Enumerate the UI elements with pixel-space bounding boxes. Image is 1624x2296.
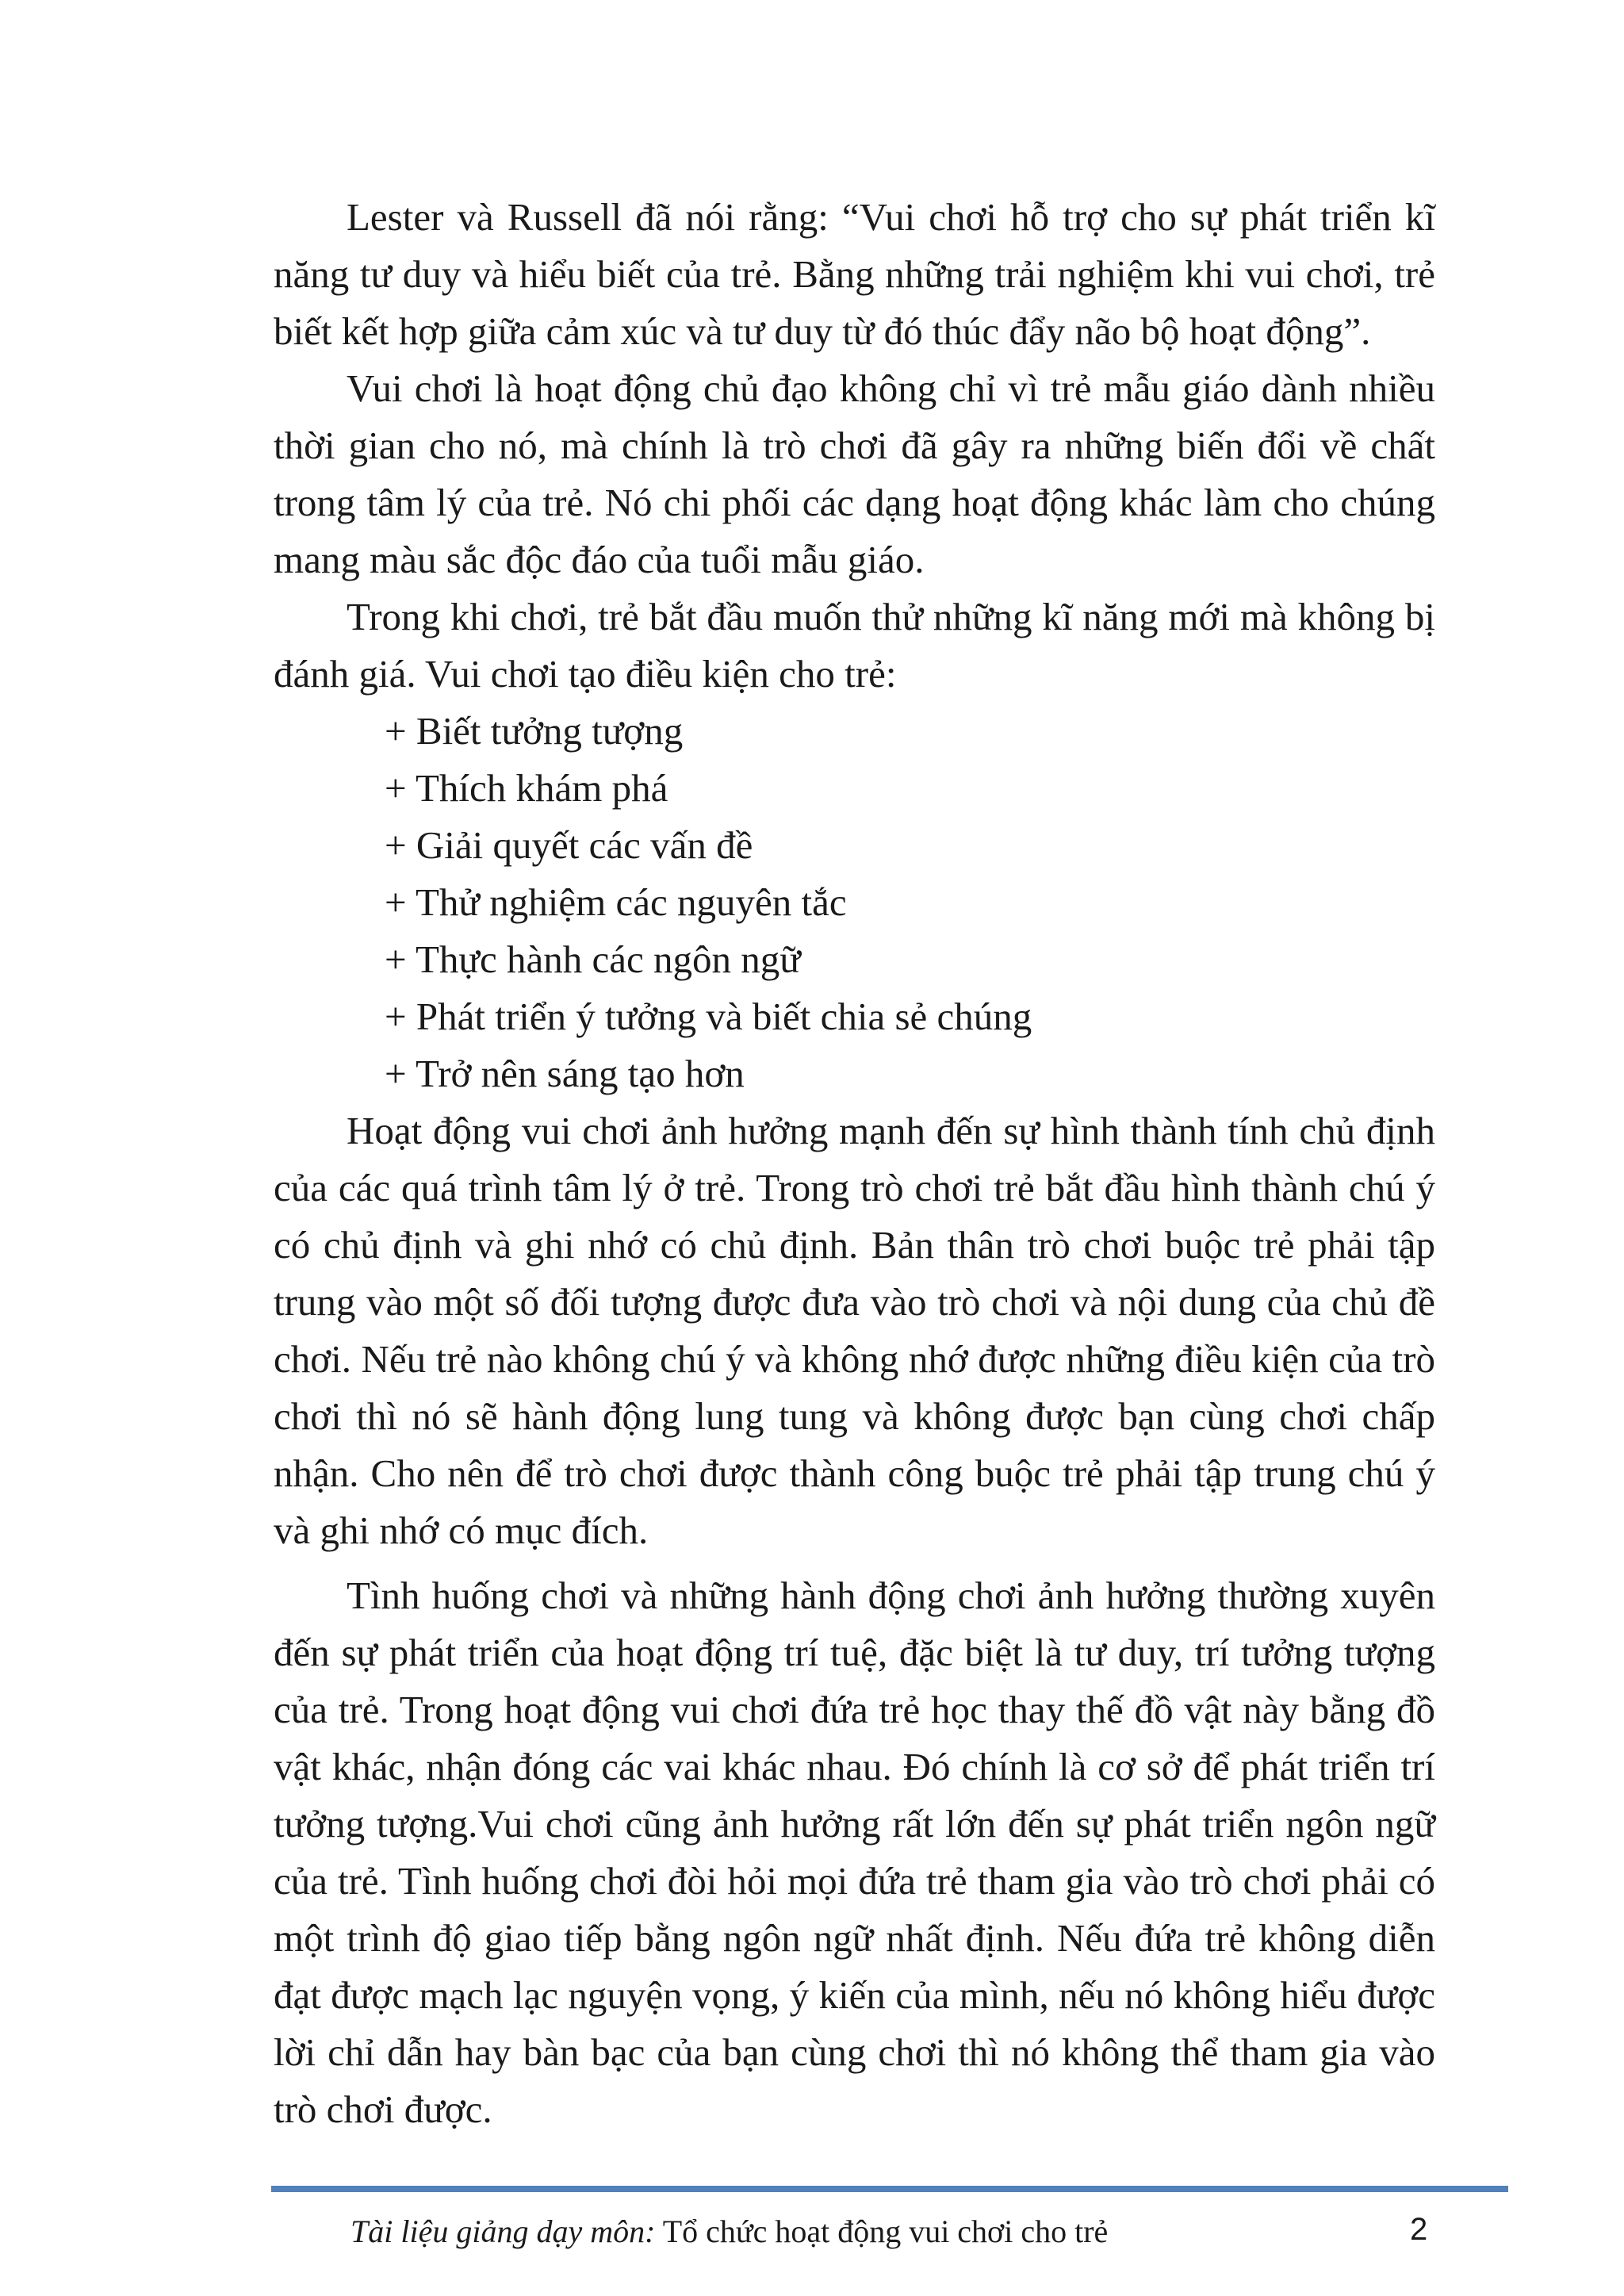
list-item: + Thực hành các ngôn ngữ — [385, 937, 801, 981]
conditions-list — [274, 703, 1435, 1102]
list-item: + Thích khám phá — [385, 766, 668, 810]
paragraph-quote: Lester và Russell đã nói rằng: “Vui chơi hỗ trợ cho sự phát triển kĩ năng tư duy và hiểu biết của trẻ. Bằng những trải nghiệm khi vui chơi, trẻ biết kết hợp giữa cảm xúc và tư duy từ đó thúc đẩy não bộ hoạt động”. — [274, 195, 1435, 353]
footer-label: Tài liệu giảng dạy môn: — [350, 2214, 656, 2249]
paragraph-attention-memory: Hoạt động vui chơi ảnh hưởng mạnh đến sự hình thành tính chủ định của các quá trình tâm lý ở trẻ. Trong trò chơi trẻ bắt đầu hình thành chú ý có chủ định và ghi nhớ có chủ định. Bản thân trò chơi buộc trẻ phải tập trung vào một số đối tượng được đưa vào trò chơi và nội dung của chủ đề chơi. Nếu trẻ nào không chú ý và không nhớ được những điều kiện của trò chơi thì nó sẽ hành động lung tung và không được bạn cùng chơi chấp nhận. Cho nên để trò chơi được thành công buộc trẻ phải tập trung chú ý và ghi nhớ có mục đích. — [274, 1109, 1435, 1552]
list-item: + Phát triển ý tưởng và biết chia sẻ chúng — [385, 995, 1032, 1038]
page-number: 2 — [1410, 2212, 1428, 2247]
footer-divider — [271, 2186, 1508, 2192]
page-footer — [350, 2210, 1461, 2254]
paragraph-conditions-intro: Trong khi chơi, trẻ bắt đầu muốn thử những kĩ năng mới mà không bị đánh giá. Vui chơi tạo điều kiện cho trẻ: — [274, 595, 1435, 696]
list-item: + Giải quyết các vấn đề — [385, 823, 753, 867]
paragraph-thinking-language: Tình huống chơi và những hành động chơi ảnh hưởng thường xuyên đến sự phát triển của hoạt động trí tuệ, đặc biệt là tư duy, trí tưởng tượng của trẻ. Trong hoạt động vui chơi đứa trẻ học thay thế đồ vật này bằng đồ vật khác, nhận đóng các vai khác nhau. Đó chính là cơ sở để phát triển trí tưởng tượng.Vui chơi cũng ảnh hưởng rất lớn đến sự phát triển ngôn ngữ của trẻ. Tình huống chơi đòi hỏi mọi đứa trẻ tham gia vào trò chơi phải có một trình độ giao tiếp bằng ngôn ngữ nhất định. Nếu đứa trẻ không diễn đạt được mạch lạc nguyện vọng, ý kiến của mình, nếu nó không hiểu được lời chỉ dẫn hay bàn bạc của bạn cùng chơi thì nó không thể tham gia vào trò chơi được. — [274, 1573, 1435, 2131]
list-item: + Biết tưởng tượng — [385, 709, 684, 753]
paragraph-main-activity: Vui chơi là hoạt động chủ đạo không chỉ vì trẻ mẫu giáo dành nhiều thời gian cho nó, mà chính là trò chơi đã gây ra những biến đổi về chất trong tâm lý của trẻ. Nó chi phối các dạng hoạt động khác làm cho chúng mang màu sắc độc đáo của tuổi mẫu giáo. — [274, 366, 1435, 581]
list-item: + Thử nghiệm các nguyên tắc — [385, 880, 847, 924]
footer-subject: Tổ chức hoạt động vui chơi cho trẻ — [655, 2214, 1109, 2249]
document-body — [274, 189, 1435, 2138]
list-item: + Trở nên sáng tạo hơn — [385, 1052, 745, 1095]
